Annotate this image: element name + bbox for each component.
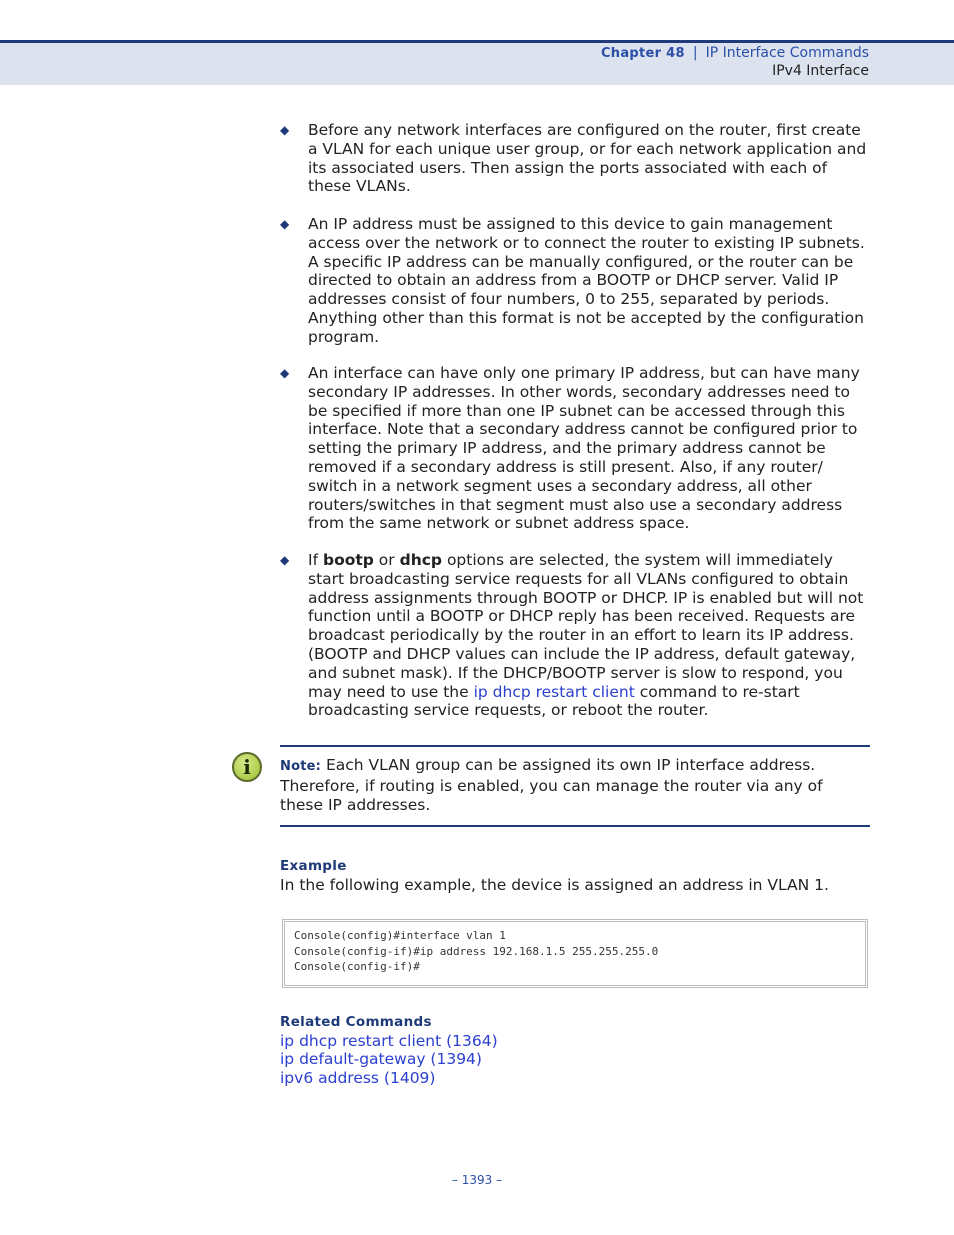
running-header bbox=[601, 45, 869, 61]
bullet-item bbox=[280, 215, 870, 347]
subsection-title: IPv4 Interface bbox=[772, 63, 869, 79]
keyword-bootp: bootp bbox=[322, 551, 374, 569]
code-text: Console(config)#interface vlan 1 Console(config-if)#ip address 192.168.1.5 255.255.255.0 Console(config-if)# bbox=[294, 929, 659, 973]
bullet-text-part: options are selected, the system will immediately start broadcasting service requests for all VLANs configured to obtain address assignments through BOOTP or DHCP. IP is enabled but will not function until a BOOTP or DHCP reply has been received. Requests are broadcast periodically by the router in an effort to learn its IP address. (BOOTP and DHCP values can include the IP address, default gateway, and subnet mask). If the DHCP/BOOTP server is slow to respond, you may need to use the bbox=[308, 551, 864, 701]
bullet-text: Before any network interfaces are configured on the router, first create a VLAN for each unique user group, or for each network application and its associated users. Then assign the ports associated with each of these VLANs. bbox=[308, 121, 867, 196]
note-text bbox=[280, 756, 870, 814]
note-body: Each VLAN group can be assigned its own IP interface address. Therefore, if routing is enabled, you can manage the router via any of these IP addresses. bbox=[280, 756, 823, 814]
diamond-bullet-icon: ◆ bbox=[280, 366, 290, 380]
keyword-dhcp: dhcp bbox=[399, 551, 443, 569]
bullet-item bbox=[280, 551, 870, 720]
related-link[interactable]: ip dhcp restart client (1364) bbox=[280, 1032, 498, 1050]
bullet-item bbox=[280, 121, 870, 196]
info-icon: i bbox=[232, 752, 262, 782]
bullet-text: An interface can have only one primary IP address, but can have many secondary IP addresses. In other words, secondary addresses need to be specified if more than one IP subnet can be accessed through this interface. Note that a secondary address cannot be configured prior to setting the primary IP address, and the primary address cannot be removed if a secondary address is still present. Also, if any router/ switch in a network segment uses a secondary address, all other routers/switches in that segment must also use a secondary address from the same network or subnet address space. bbox=[308, 364, 860, 533]
diamond-bullet-icon: ◆ bbox=[280, 123, 290, 137]
diamond-bullet-icon: ◆ bbox=[280, 553, 290, 567]
note-top-rule bbox=[280, 745, 870, 747]
section-title: IP Interface Commands bbox=[705, 45, 869, 61]
bullet-text-part: command to re-start broadcasting service requests, or reboot the router. bbox=[308, 682, 800, 720]
example-heading: Example bbox=[280, 858, 347, 874]
bullet-text-part: or bbox=[373, 551, 400, 569]
diamond-bullet-icon: ◆ bbox=[280, 217, 290, 231]
page-number: – 1393 – bbox=[451, 1173, 503, 1187]
example-intro: In the following example, the device is assigned an address in VLAN 1. bbox=[280, 876, 829, 894]
note-label: Note: bbox=[280, 759, 322, 774]
bullet-item bbox=[280, 364, 870, 533]
related-link[interactable]: ip default-gateway (1394) bbox=[280, 1050, 482, 1068]
related-link[interactable]: ipv6 address (1409) bbox=[280, 1069, 436, 1087]
chapter-label: Chapter 48 bbox=[600, 46, 685, 61]
related-commands-heading: Related Commands bbox=[280, 1014, 432, 1030]
note-bottom-rule bbox=[280, 825, 870, 827]
bullet-text: An IP address must be assigned to this device to gain management access over the network or to connect the router to existing IP subnets. A specific IP address can be manually configured, or the router can be directed to obtain an address from a BOOTP or DHCP server. Valid IP addresses consist of four numbers, 0 to 255, separated by periods. Anything other than this format is not be accepted by the configuration program. bbox=[308, 215, 865, 346]
header-separator: | bbox=[692, 45, 698, 61]
bullet-text-part: If bbox=[308, 551, 323, 569]
bullet-text bbox=[308, 551, 870, 720]
ip-dhcp-restart-client-link[interactable]: ip dhcp restart client bbox=[473, 682, 635, 701]
